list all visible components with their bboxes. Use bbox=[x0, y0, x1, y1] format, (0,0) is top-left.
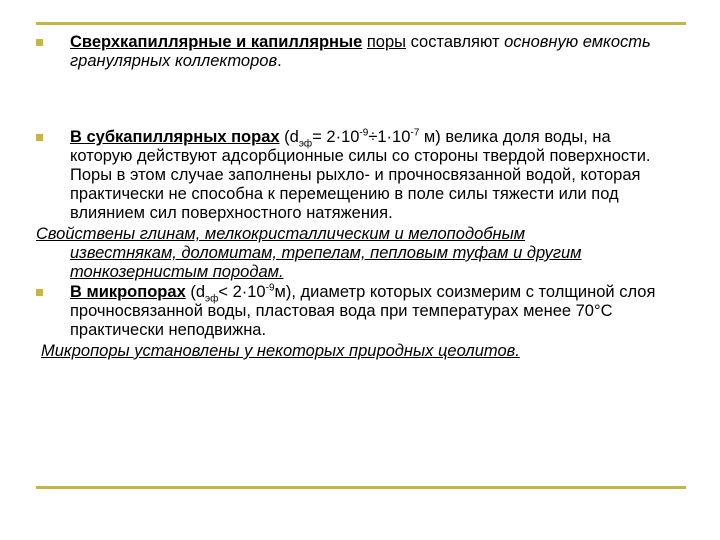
slide-content bbox=[36, 33, 676, 361]
formula-exp1: -9 bbox=[359, 127, 369, 139]
note-clays-line2: известнякам, доломитам, трепелам, пепловым туфам и другим тонкозернистым породам. bbox=[70, 244, 582, 281]
text-capillary: составляют bbox=[406, 33, 505, 51]
word-pory: поры bbox=[366, 33, 407, 51]
formula-mid: ÷1·10 bbox=[368, 128, 411, 146]
note-clays bbox=[36, 225, 676, 282]
bottom-divider bbox=[36, 486, 686, 489]
formula-sub: эф bbox=[298, 138, 313, 150]
term-capillary: Сверхкапиллярные и капиллярные bbox=[70, 33, 363, 51]
formula3-lt: < 2·10 bbox=[218, 283, 266, 301]
text-subcapillary: м) велика доля воды, на которую действуют адсорбционные силы со стороны твердой поверхности. Поры в этом случае заполнены рыхло- и прочносвязанной водой, которая практически не способна к перемещению в поле силы тяжести или под влиянием сил поверхностного натяжения. bbox=[70, 128, 651, 222]
emph-capillary: основную емкость гранулярных коллекторов bbox=[70, 33, 651, 70]
note-zeolites-text: Микропоры установлены у некоторых природных цеолитов. bbox=[41, 342, 520, 360]
text-capillary-end: . bbox=[277, 52, 282, 70]
note-zeolites bbox=[36, 342, 676, 361]
square-bullet-icon bbox=[36, 134, 43, 141]
note-clays-line1: Свойствены глинам, мелкокристаллическим и мелоподобным bbox=[36, 225, 526, 243]
formula3-sub: эф bbox=[205, 293, 219, 305]
square-bullet-icon bbox=[36, 289, 43, 296]
formula3-open: (d bbox=[185, 283, 206, 301]
term-micropores: В микропорах bbox=[70, 283, 186, 301]
formula-eq: = 2·10 bbox=[312, 128, 360, 146]
list-item-micropores bbox=[36, 283, 676, 340]
list-item-subcapillary bbox=[36, 128, 676, 223]
formula3-exp: -9 bbox=[265, 282, 275, 294]
square-bullet-icon bbox=[36, 39, 43, 46]
text-micropores: м), диаметр которых соизмерим с толщиной слоя прочносвязанной воды, пластовая вода при температурах менее 70°С практически неподвижна. bbox=[70, 283, 656, 339]
formula-open: (d bbox=[279, 128, 299, 146]
formula-exp2: -7 bbox=[410, 127, 420, 139]
term-subcapillary: В субкапиллярных порах bbox=[70, 128, 280, 146]
list-item-capillary bbox=[36, 33, 676, 71]
top-divider bbox=[36, 22, 686, 25]
